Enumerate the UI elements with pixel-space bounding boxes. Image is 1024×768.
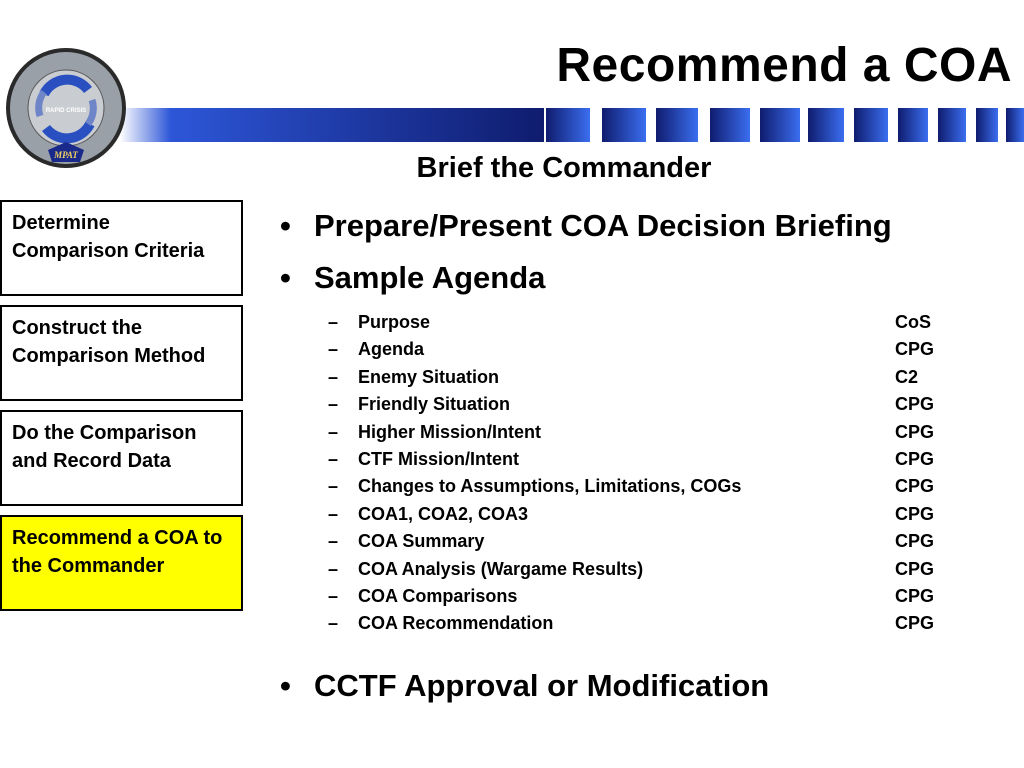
bullet-symbol: • (280, 208, 291, 243)
agenda-responsible: CPG (895, 421, 935, 442)
step-label: Recommend a COA to the Commander (12, 527, 223, 577)
agenda-row (328, 476, 968, 503)
agenda-row (328, 422, 968, 449)
dash-symbol: – (328, 312, 339, 332)
agenda-responsible: C2 (895, 366, 919, 387)
bullet-text: Prepare/Present COA Decision Briefing (314, 208, 892, 243)
agenda-item: COA Recommendation (358, 613, 554, 634)
agenda-item: Agenda (358, 339, 425, 360)
dash-symbol: – (328, 421, 339, 442)
bullet-text: CCTF Approval or Modification (314, 668, 770, 703)
banner-segment (854, 108, 888, 142)
agenda-row (328, 312, 968, 339)
agenda-item: Purpose (358, 312, 431, 332)
agenda-responsible: CPG (895, 476, 935, 497)
dash-symbol: – (328, 585, 339, 606)
banner-segment (656, 108, 698, 142)
agenda-row (328, 559, 968, 586)
dash-symbol: – (328, 448, 339, 469)
agenda-responsible: CPG (895, 558, 935, 579)
agenda-item: COA Analysis (Wargame Results) (358, 558, 644, 579)
banner-segment (602, 108, 646, 142)
dash-symbol: – (328, 613, 339, 634)
agenda-responsible: CPG (895, 585, 935, 606)
banner-segment (938, 108, 966, 142)
agenda-item: Higher Mission/Intent (358, 421, 542, 442)
agenda-item: Enemy Situation (358, 366, 500, 387)
bullet-symbol: • (280, 668, 291, 703)
agenda-responsible: CPG (895, 503, 935, 524)
agenda-item: COA Summary (358, 531, 485, 552)
step-do-comparison (0, 410, 243, 506)
agenda-row (328, 449, 968, 476)
step-determine-criteria (0, 200, 243, 296)
agenda-responsible: CPG (895, 448, 935, 469)
agenda-row (328, 531, 968, 558)
svg-text:RAPID CRISIS: RAPID CRISIS (45, 108, 87, 114)
step-label: Construct the Comparison Method (12, 317, 206, 367)
agenda-row (328, 586, 968, 613)
agenda-item: COA Comparisons (358, 585, 518, 606)
dash-symbol: – (328, 394, 339, 415)
dash-symbol: – (328, 558, 339, 579)
banner-segment (898, 108, 928, 142)
step-recommend-coa (0, 515, 243, 611)
dash-symbol: – (328, 476, 339, 497)
bullet-symbol: • (280, 260, 291, 295)
agenda-responsible: CPG (895, 531, 935, 552)
bullet-item (280, 208, 892, 244)
dash-symbol: – (328, 339, 339, 360)
dash-symbol: – (328, 503, 339, 524)
agenda-list (328, 312, 968, 641)
banner-segment (808, 108, 844, 142)
banner-segment (976, 108, 998, 142)
step-label: Do the Comparison and Record Data (12, 422, 197, 472)
agenda-row (328, 367, 968, 394)
banner-segment (546, 108, 590, 142)
agenda-row (328, 613, 968, 640)
bullet-item (280, 260, 545, 296)
step-construct-method (0, 305, 243, 401)
agenda-row (328, 339, 968, 366)
agenda-row (328, 394, 968, 421)
agenda-item: Friendly Situation (358, 394, 511, 415)
header-banner (120, 108, 1024, 142)
banner-segment (760, 108, 800, 142)
bullet-text: Sample Agenda (314, 260, 546, 295)
agenda-responsible: CPG (895, 339, 935, 360)
step-label: Determine Comparison Criteria (12, 212, 205, 262)
agenda-responsible: CPG (895, 613, 935, 634)
slide-title: Recommend a COA (556, 39, 1012, 92)
dash-symbol: – (328, 366, 339, 387)
agenda-responsible: CoS (895, 312, 931, 332)
agenda-row (328, 504, 968, 531)
dash-symbol: – (328, 531, 339, 552)
agenda-item: CTF Mission/Intent (358, 448, 519, 469)
svg-text:MPAT: MPAT (54, 150, 78, 160)
banner-segment (1006, 108, 1024, 142)
agenda-responsible: CPG (895, 394, 935, 415)
bullet-item (280, 668, 769, 704)
banner-segment (710, 108, 750, 142)
agenda-item: COA1, COA2, COA3 (358, 503, 529, 524)
agenda-item: Changes to Assumptions, Limitations, COGs (358, 476, 742, 497)
slide-subtitle: Brief the Commander (416, 152, 712, 184)
